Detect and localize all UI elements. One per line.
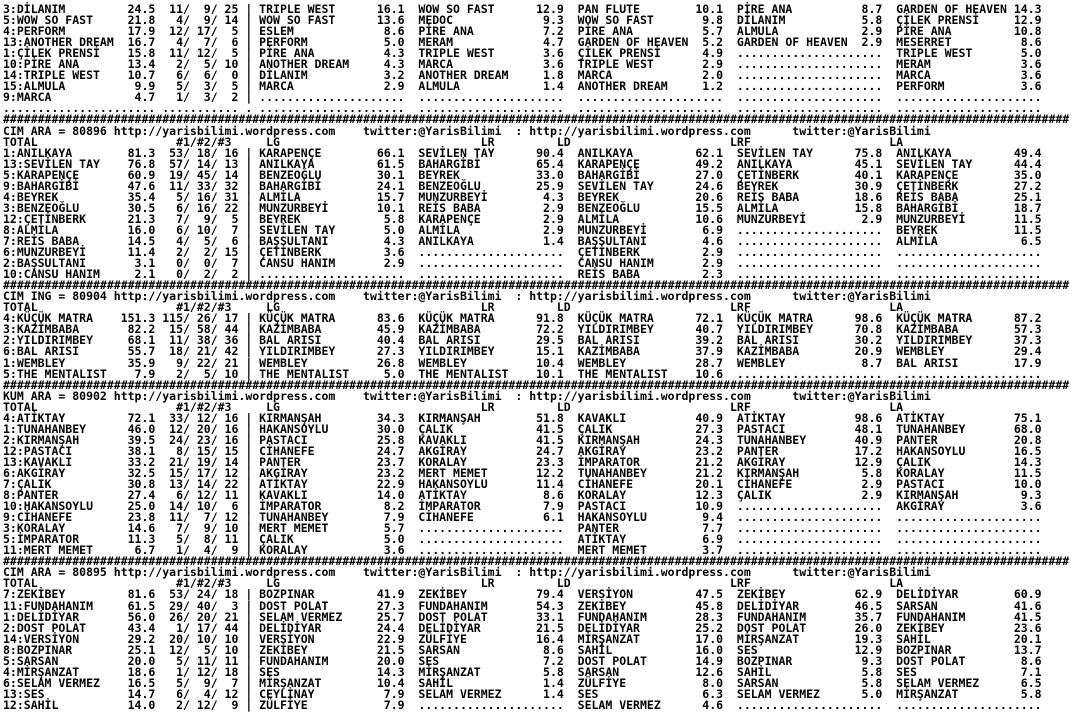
data-row: 14:VERSİYON 29.2 20/ 10/ 10 | VERSİYON 22.9 ZÜLFİYE 16.4 MİRŞANZAT 17.0 MİRŞANZAT 19.3 SAHİL 20.1 — [3, 631, 1042, 646]
data-row: 5:İMPARATOR 11.3 5/ 8/ 11 | ÇALIK 5.0 ..................... ATİKTAY 6.9 ..................... ..................... — [3, 532, 1042, 547]
data-row: 11:MERT MEMET 6.7 1/ 4/ 9 | KORALAY 3.6 ..................... MERT MEMET 3.7 ..................... ..................... — [3, 543, 1042, 558]
data-row: 1:ÇİLEK PRENSİ 15.8 11/ 12/ 5 | PİRE ANA 4.3 TRIPLE WEST 3.6 ÇİLEK PRENSİ 4.9 ..................... TRIPLE WEST 5.0 — [3, 46, 1042, 61]
data-row: 12:ÇETİNBERK 21.3 7/ 9/ 5 | BEYREK 5.8 KARAPENÇE 2.9 ALMİLA 10.6 MUNZURBEYİ 2.9 MUNZURBEYİ 11.5 — [3, 211, 1042, 226]
data-row: 9:MARCA 4.7 1/ 3/ 2 | ..................... ..................... ..................... ..................... ..................... — [3, 90, 1042, 105]
data-row: 3:DİLANIM 24.5 11/ 9/ 25 | TRIPLE WEST 16.1 WOW SO FAST 12.9 PAN FLUTE 10.1 PİRE ANA 8.7 GARDEN OF HEAVEN 14.3 — [3, 2, 1042, 16]
data-row: 3:KORALAY 14.6 7/ 9/ 10 | MERT MEMET 5.7 ..................... PANTER 7.7 ..................... ..................... — [3, 521, 1042, 536]
data-row: 5:KARAPENÇE 60.9 19/ 45/ 14 | BENZEOĞLU 30.1 BEYREK 33.0 BAHARGİBİ 27.0 ÇETİNBERK 40.1 KARAPENÇE 35.0 — [3, 167, 1042, 182]
section-title-line: KUM ARA = 80902 http://yarisbilimi.wordpress.com twitter:@YarisBilimi : http://yarisbilimi.wordpress.com twitter:@YarisBilimi — [3, 388, 931, 403]
data-row: 13:SES 14.7 6/ 4/ 12 | CEYLİNAY 7.9 SELAM VERMEZ 1.4 SES 6.3 SELAM VERMEZ 5.0 MİRŞANZAT 5.8 — [3, 686, 1042, 701]
data-row: 12:SAHİL 14.0 2/ 12/ 9 | ZÜLFİYE 7.9 ..................... SELAM VERMEZ 4.6 ..................... ..................... — [3, 697, 1042, 712]
data-row: 6:SELAM VERMEZ 16.5 5/ 9/ 7 | MİRŞANZAT 10.4 SAHİL 1.4 ZÜLFİYE 8.0 SARSAN 5.8 SELAM VERMEZ 6.5 — [3, 675, 1042, 690]
data-row: 10:HAKANSOYLU 25.0 14/ 10/ 6 | İMPARATOR 8.2 İMPARATOR 7.9 PASTACI 10.9 ..................... AKGİRAY 3.6 — [3, 499, 1042, 514]
column-header-line: TOTAL #1/#2/#3 LG LR LD LRF LA — [3, 399, 904, 414]
data-row: 7:REİS BABA 14.5 4/ 5/ 6 | BAŞSULTANI 4.3 ANILKAYA 1.4 BAŞSULTANI 4.6 ..................... ALMİLA 6.5 — [3, 233, 1042, 248]
column-header-line: TOTAL #1/#2/#3 LG LR LD LRF LA — [3, 576, 904, 591]
data-row: 9:BAHARGİBİ 47.6 11/ 33/ 32 | BAHARGİBİ 24.1 BENZEOĞLU 25.9 SEVİLEN TAY 24.6 BEYREK 30.9 ÇETİNBERK 27.2 — [3, 178, 1042, 193]
data-row: 2:KIRMANŞAH 39.5 24/ 23/ 16 | PASTACI 25.8 KAVAKLI 41.5 KIRMANŞAH 24.3 TUNAHANBEY 40.9 PANTER 20.8 — [3, 432, 1042, 447]
data-row: 5:WOW SO FAST 21.8 4/ 9/ 14 | WOW SO FAST 13.6 MEDOC 9.3 WOW SO FAST 9.8 DİLANIM 5.8 ÇİLEK PRENSİ 12.9 — [3, 13, 1042, 28]
data-row: 8:BOZPINAR 25.1 12/ 5/ 10 | ZEKİBEY 21.5 SARSAN 8.6 SAHİL 16.0 SES 12.9 BOZPINAR 13.7 — [3, 642, 1042, 657]
column-header-line: TOTAL #1/#2/#3 LG LR LD LRF LA — [3, 134, 904, 149]
data-row: 6:MUNZURBEYİ 11.4 2/ 2/ 15 | ÇETİNBERK 3.6 ..................... ÇETİNBERK 2.9 ..................... ..................... — [3, 245, 1042, 260]
data-row: 4:MİRŞANZAT 18.6 1/ 12/ 18 | SES 14.3 MİRŞANZAT 5.8 SARSAN 12.6 SAHİL 5.8 SES 7.1 — [3, 664, 1042, 679]
section-separator: ########################################################################################################################################################## — [3, 278, 1070, 293]
data-row: 4:KÜÇÜK MATRA 151.3 115/ 26/ 17 | KÜÇÜK MATRA 83.6 KÜÇÜK MATRA 91.8 KÜÇÜK MATRA 72.1 KÜÇÜK MATRA 98.6 KÜÇÜK MATRA 87.2 — [3, 311, 1042, 326]
data-row: 4:PERFORM 17.9 12/ 17/ 5 | ESLEM 8.6 PİRE ANA 7.2 PİRE ANA 5.7 ALMULA 2.9 PİRE ANA 10.8 — [3, 24, 1042, 39]
column-header-line: TOTAL #1/#2/#3 LG LR LD LRF LA — [3, 300, 904, 315]
data-row: 8:PANTER 27.4 6/ 12/ 11 | KAVAKLI 14.0 ATİKTAY 8.6 KORALAY 12.3 ÇALIK 2.9 KIRMANŞAH 9.3 — [3, 488, 1042, 503]
section-separator: ########################################################################################################################################################## — [3, 554, 1070, 569]
section-title-line: CIM ARA = 80895 http://yarisbilimi.wordpress.com twitter:@YarisBilimi : http://yarisbilimi.wordpress.com twitter:@YarisBilimi — [3, 565, 931, 580]
data-row: 8:ALMİLA 16.0 6/ 10/ 7 | SEVİLEN TAY 5.0 ALMİLA 2.9 MUNZURBEYİ 6.9 ..................... BEYREK 11.5 — [3, 222, 1042, 237]
data-row: 4:BEYREK 35.4 5/ 16/ 31 | ALMİLA 15.7 MUNZURBEYİ 4.3 BEYREK 20.6 REİS BABA 18.6 REİS BABA 25.1 — [3, 189, 1042, 204]
data-row: 13:SEVİLEN TAY 76.8 57/ 14/ 13 | ANILKAYA 61.5 BAHARGİBİ 65.4 KARAPENÇE 49.2 ANILKAYA 45.1 SEVİLEN TAY 44.4 — [3, 156, 1042, 171]
dots-row: ...................... ........... . ..................... ..................... ..................... ..................... ..................... — [3, 101, 1042, 116]
data-row: 1:ANILKAYA 81.3 53/ 18/ 16 | KARAPENÇE 66.1 SEVİLEN TAY 90.4 ANILKAYA 62.1 SEVİLEN TAY 75.8 ANILKAYA 49.4 — [3, 145, 1042, 160]
data-row: 9:CİHANEFE 23.8 11/ 7/ 12 | TUNAHANBEY 7.9 CİHANEFE 6.1 HAKANSOYLU 9.4 ..................... ..................... — [3, 510, 1042, 525]
data-row: 2:BAŞSULTANI 3.1 0/ 0/ 7 | CANSU HANIM 2.9 ..................... CANSU HANIM 2.9 ..................... ..................... — [3, 256, 1042, 271]
data-row: 5:SARSAN 20.0 5/ 11/ 11 | FUNDAHANIM 20.0 SES 7.2 DOST POLAT 14.9 BOZPINAR 9.3 DOST POLAT 8.6 — [3, 653, 1042, 668]
race-statistics-report — [3, 4, 1077, 711]
data-row: 6:BAL ARISI 55.7 18/ 21/ 42 | YILDIRIMBEY 27.3 YILDIRIMBEY 15.1 KAZİMBABA 37.9 KAZİMBABA 20.9 WEMBLEY 29.4 — [3, 344, 1042, 359]
data-row: 1:TUNAHANBEY 46.0 12/ 20/ 16 | HAKANSOYLU 30.0 ÇALIK 41.5 ÇALIK 27.3 PASTACI 48.1 TUNAHANBEY 68.0 — [3, 421, 1042, 436]
data-row: 10:PİRE ANA 13.4 2/ 5/ 10 | ANOTHER DREAM 4.3 MARCA 3.6 TRIPLE WEST 2.9 ..................... MERAM 3.6 — [3, 57, 1042, 72]
data-row: 6:AKGİRAY 32.5 15/ 17/ 12 | AKGİRAY 23.2 MERT MEMET 12.2 TUNAHANBEY 21.2 KIRMANŞAH 5.8 KORALAY 11.5 — [3, 465, 1042, 480]
data-row: 12:PASTACI 38.1 8/ 15/ 15 | CİHANEFE 24.7 AKGİRAY 24.7 AKGİRAY 23.2 PANTER 17.2 HAKANSOYLU 16.5 — [3, 443, 1042, 458]
data-row: 5:THE MENTALIST 7.9 2/ 5/ 10 | THE MENTALIST 5.0 THE MENTALIST 10.1 THE MENTALIST 10.6 ..................... ..................... — [3, 366, 1042, 381]
data-row: 13:ANOTHER DREAM 16.7 4/ 7/ 6 | PERFORM 5.0 MERAM 4.7 GARDEN OF HEAVEN 5.2 GARDEN OF HEAVEN 2.9 MESERRET 8.6 — [3, 35, 1042, 50]
data-row: 1:DELİDİYAR 56.0 26/ 20/ 21 | SELAM VERMEZ 25.7 DOST POLAT 33.1 FUNDAHANIM 28.3 FUNDAHANIM 35.7 FUNDAHANIM 41.5 — [3, 609, 1042, 624]
data-row: 2:DOST POLAT 43.4 1/ 17/ 44 | DELİDİYAR 24.4 DELİDİYAR 21.5 DELİDİYAR 25.2 DOST POLAT 26.0 ZEKİBEY 23.6 — [3, 620, 1042, 635]
data-row: 11:FUNDAHANIM 61.5 29/ 40/ 3 | DOST POLAT 27.3 FUNDAHANIM 54.3 ZEKİBEY 45.8 DELİDİYAR 46.5 SARSAN 41.6 — [3, 598, 1042, 613]
section-title-line: CIM ING = 80904 http://yarisbilimi.wordpress.com twitter:@YarisBilimi : http://yarisbilimi.wordpress.com twitter:@YarisBilimi — [3, 289, 931, 304]
section-title-line: CIM ARA = 80896 http://yarisbilimi.wordpress.com twitter:@YarisBilimi : http://yarisbilimi.wordpress.com twitter:@YarisBilimi — [3, 123, 931, 138]
data-row: 13:KAVAKLI 33.2 21/ 19/ 14 | PANTER 23.7 KORALAY 23.3 İMPARATOR 21.2 AKGİRAY 12.9 ÇALIK 14.3 — [3, 454, 1042, 469]
data-row: 10:CANSU HANIM 2.1 0/ 2/ 2 | ..................... ..................... REİS BABA 2.3 ..................... ..................... — [3, 267, 1042, 282]
data-row: 3:KAZİMBABA 82.2 15/ 58/ 44 | KAZİMBABA 45.9 KAZİMBABA 72.2 YILDIRIMBEY 40.7 YILDIRIMBEY 70.8 KAZİMBABA 57.3 — [3, 322, 1042, 337]
data-row: 7:ZEKİBEY 81.6 53/ 24/ 18 | BOZPINAR 41.9 ZEKİBEY 79.4 VERSİYON 47.5 ZEKİBEY 62.9 DELİDİYAR 60.9 — [3, 587, 1042, 602]
data-row: 2:YILDIRIMBEY 68.1 11/ 38/ 36 | BAL ARISI 40.4 BAL ARISI 29.5 BAL ARISI 39.2 BAL ARISI 30.2 YILDIRIMBEY 37.3 — [3, 333, 1042, 348]
data-row: 7:ÇALIK 30.8 13/ 14/ 22 | ATİKTAY 22.9 HAKANSOYLU 11.4 CİHANEFE 20.1 CİHANEFE 2.9 PASTACI 10.0 — [3, 477, 1042, 492]
data-row: 15:ALMULA 9.9 5/ 3/ 5 | MARCA 2.9 ALMULA 1.4 ANOTHER DREAM 1.2 ..................... PERFORM 3.6 — [3, 79, 1042, 94]
data-row: 3:BENZEOĞLU 30.5 6/ 16/ 22 | MUNZURBEYİ 10.1 REİS BABA 2.9 BENZEOĞLU 15.5 ALMİLA 15.8 BAHARGİBİ 18.7 — [3, 200, 1042, 215]
data-row: 1:WEMBLEY 35.9 9/ 22/ 21 | WEMBLEY 26.8 WEMBLEY 10.4 WEMBLEY 28.7 WEMBLEY 8.7 BAL ARISI 17.9 — [3, 355, 1042, 370]
section-separator: ########################################################################################################################################################## — [3, 112, 1070, 127]
data-row: 4:ATİKTAY 72.1 33/ 12/ 16 | KIRMANŞAH 34.3 KIRMANŞAH 51.8 KAVAKLI 40.9 ATİKTAY 98.6 ATİKTAY 75.1 — [3, 410, 1042, 425]
data-row: 14:TRIPLE WEST 10.7 6/ 6/ 0 | DİLANIM 3.2 ANOTHER DREAM 1.8 MARCA 2.0 ..................... MARCA 3.6 — [3, 68, 1042, 83]
section-separator: ########################################################################################################################################################## — [3, 377, 1070, 392]
